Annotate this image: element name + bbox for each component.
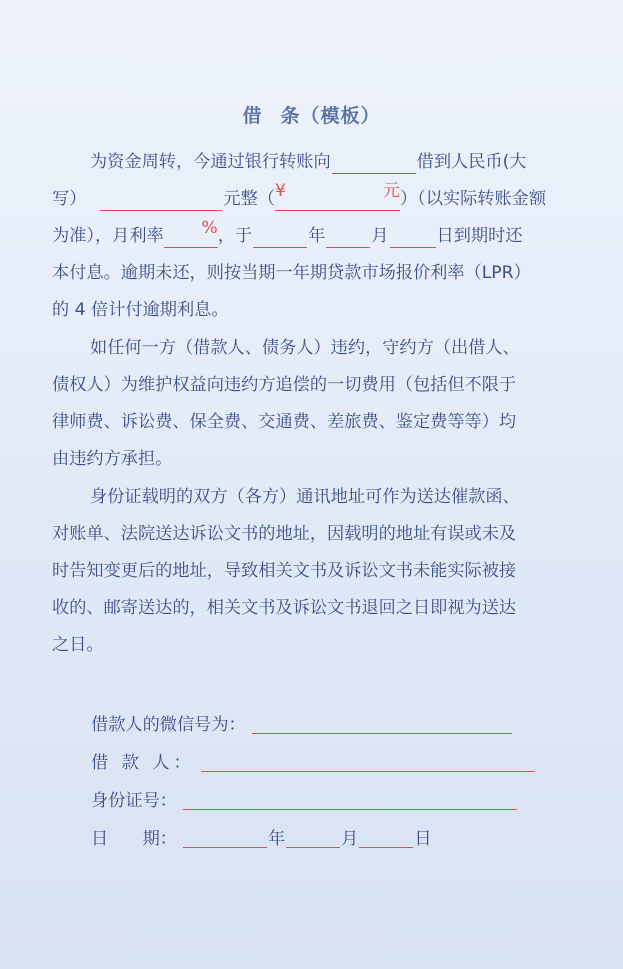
sign-year-label: 年: [267, 828, 286, 849]
para1-text: ，于: [217, 226, 253, 246]
due-year-blank[interactable]: [253, 225, 307, 248]
para1-text: ）（以实际转账金额: [399, 189, 547, 209]
para2-line3: 律师费、诉讼费、保全费、交通费、差旅费、鉴定费等等）均: [52, 412, 517, 432]
amount-figures-blank[interactable]: [274, 181, 400, 211]
paragraph-service-address: [52, 479, 566, 664]
para3-line2: 对账单、法院送达诉讼文书的地址，因载明的地址有误或未及: [52, 524, 517, 544]
borrower-row: [91, 745, 536, 775]
id-number-row: [91, 783, 518, 813]
para1-text: 日到期时还: [436, 226, 523, 246]
para1-line4: 本付息。逾期未还，则按当期一年期贷款市场报价利率（LPR）: [52, 263, 531, 283]
year-label: 年: [308, 226, 326, 246]
yuan-label: 元: [382, 181, 400, 201]
sign-month-blank[interactable]: [286, 825, 340, 848]
para1-line5: 的 4 倍计付逾期利息。: [52, 300, 229, 320]
sign-day-blank[interactable]: [359, 825, 413, 848]
para1-text: 为准），月利率: [52, 226, 164, 246]
para2-line1: 如任何一方（借款人、债务人）违约，守约方（出借人、: [90, 338, 520, 358]
para3-line1: 身份证载明的双方（各方）通讯地址可作为送达催款函、: [90, 487, 520, 507]
interest-rate-blank[interactable]: [164, 218, 218, 248]
yen-symbol: ¥: [274, 181, 286, 201]
lender-name-blank[interactable]: [332, 151, 416, 174]
percent-sign: %: [201, 218, 218, 238]
para1-line1: [52, 144, 566, 181]
wechat-label: 借款人的微信号为：: [91, 714, 246, 735]
document-title: [0, 101, 623, 128]
paragraph-loan-terms: [52, 144, 566, 329]
paragraph-default-costs: [52, 330, 566, 478]
amount-words-blank[interactable]: [100, 188, 222, 211]
id-number-label: 身份证号：: [91, 790, 177, 811]
para1-text: 写）: [52, 189, 87, 209]
para1-line3: [52, 218, 566, 255]
id-number-blank[interactable]: [183, 787, 517, 810]
para2-line2: 债权人）为维护权益向违约方追偿的一切费用（包括但不限于: [52, 375, 517, 395]
para2-line4: 由违约方承担。: [52, 449, 173, 469]
sign-day-label: 日: [414, 828, 432, 849]
title-part1: 借: [242, 105, 263, 127]
para1-line2: [52, 181, 566, 218]
para1-text: 为资金周转，今通过银行转账向: [90, 152, 331, 172]
para1-text: 元整（: [223, 189, 275, 209]
date-row: [91, 821, 432, 851]
borrower-signature-blank[interactable]: [201, 749, 535, 772]
due-month-blank[interactable]: [326, 225, 370, 248]
para3-line4: 收的、邮寄送达的，相关文书及诉讼文书退回之日即视为送达: [52, 598, 517, 618]
date-label: 日 期：: [91, 828, 177, 849]
month-label: 月: [371, 226, 389, 246]
wechat-row: [91, 707, 513, 737]
sign-year-blank[interactable]: [183, 825, 267, 848]
wechat-id-blank[interactable]: [252, 711, 512, 734]
para1-text: 借到人民币(大: [416, 152, 527, 172]
sign-month-label: 月: [341, 828, 359, 849]
para3-line3: 时告知变更后的地址，导致相关文书及诉讼文书未能实际被接: [52, 561, 517, 581]
para3-line5: 之日。: [52, 635, 104, 655]
due-day-blank[interactable]: [390, 225, 436, 248]
title-part2: 条（模板）: [280, 105, 381, 127]
borrower-label: 借 款 人：: [91, 752, 195, 773]
